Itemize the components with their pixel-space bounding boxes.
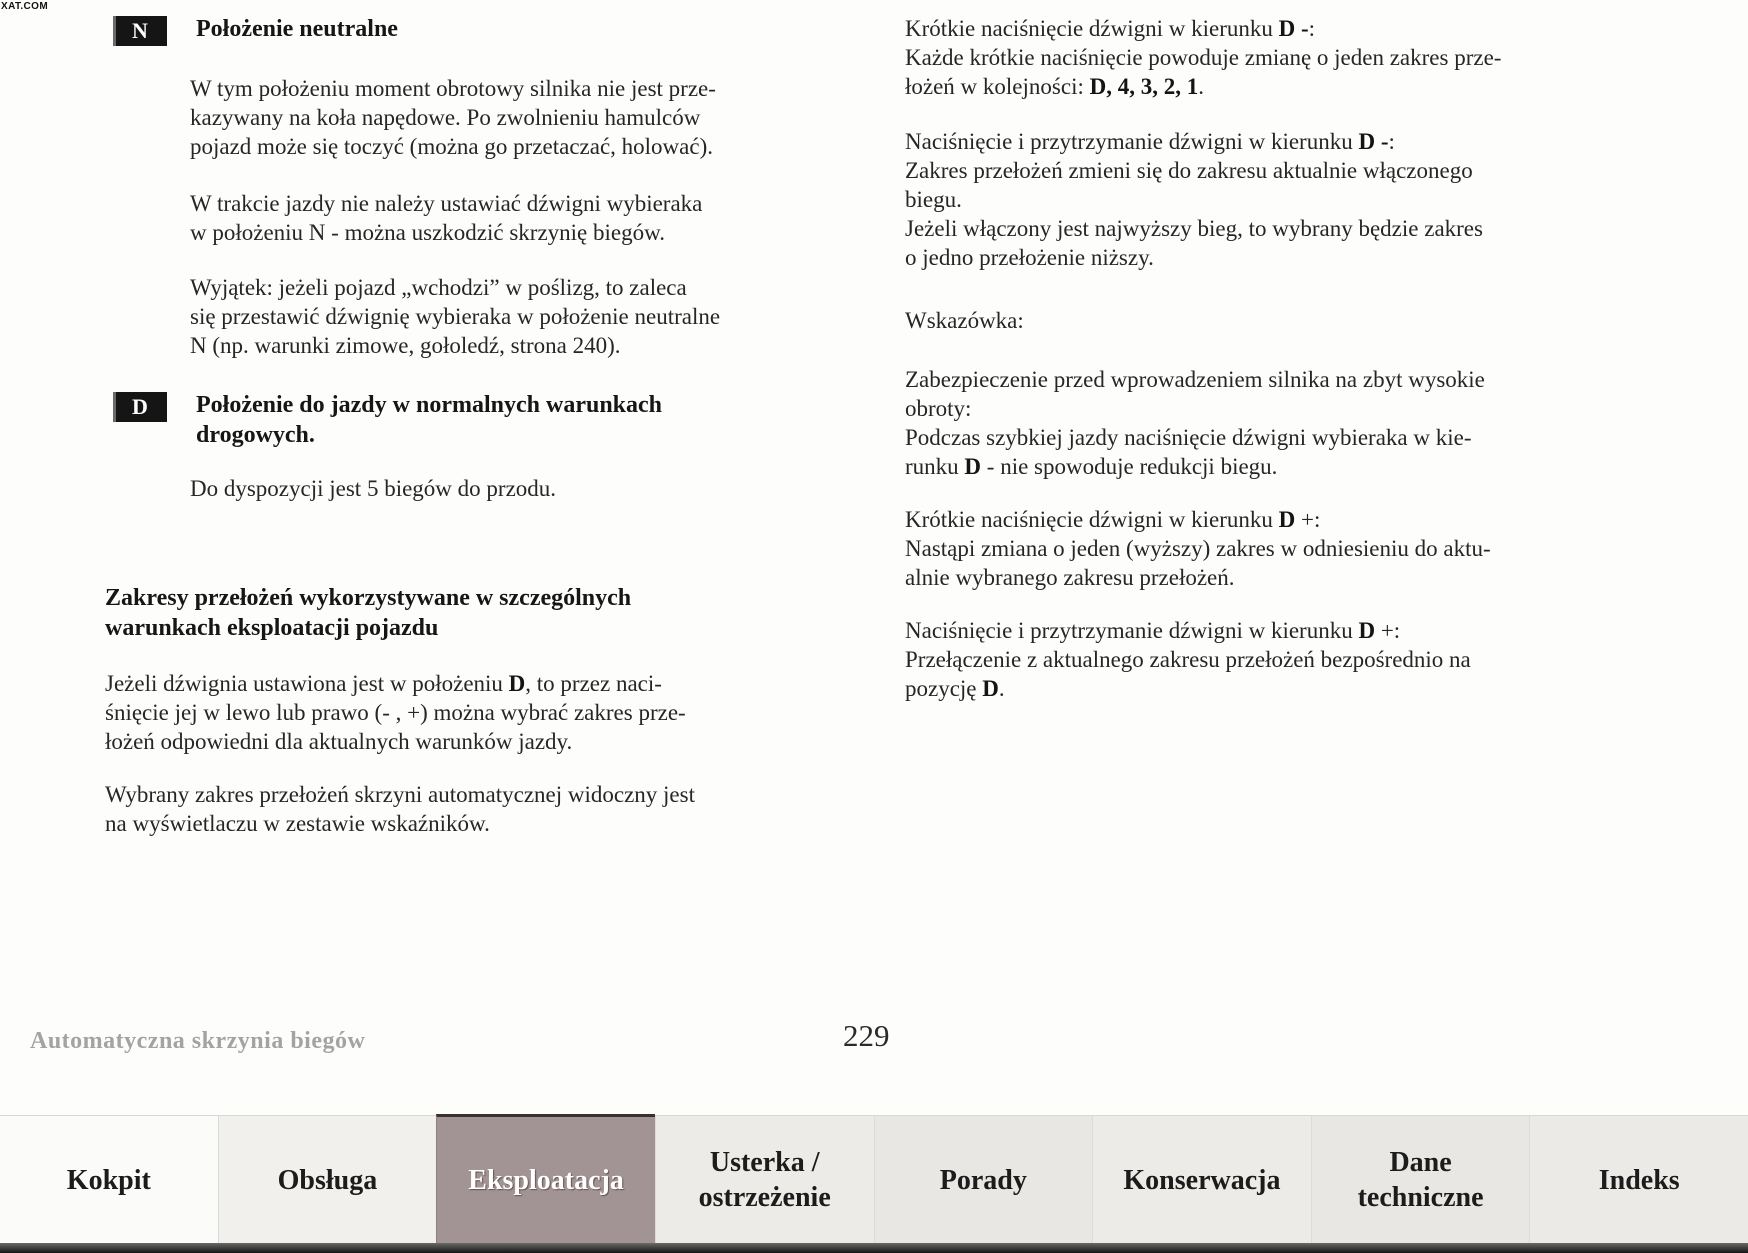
page-number: 229 (843, 1018, 890, 1053)
section-drive-header (105, 390, 837, 450)
section-drive-heading: Położenie do jazdy w normalnych warunkach drogowych. (196, 392, 663, 448)
right-column (905, 14, 1695, 703)
paragraph-neutral-2: W trakcie jazdy nie należy ustawiać dźwigni wybieraka w położeniu N - można uszkodzić skrzynię biegów. (190, 191, 703, 245)
tab-dane-techniczne[interactable] (1311, 1116, 1530, 1244)
tab-label: Kokpit (66, 1164, 151, 1196)
paragraph-hold-minus: Naciśnięcie i przytrzymanie dźwigni w kierunku D -: Zakres przełożeń zmieni się do zakresu aktualnie włączonego biegu. Jeżeli włączony jest najwyższy bieg, to wybrany będzie zakres o jedno przełożenie niższy. (905, 129, 1483, 270)
tab-indeks[interactable] (1529, 1116, 1748, 1244)
watermark-text: XAT.COM (1, 1, 49, 12)
tab-label: Usterka / ostrzeżenie (698, 1147, 831, 1213)
tab-kokpit[interactable] (0, 1116, 218, 1244)
subheading-gear-ranges: Zakresy przełożeń wykorzystywane w szczególnych warunkach eksploatacji pojazdu (105, 585, 632, 641)
tab-eksploatacja[interactable] (436, 1114, 655, 1244)
tab-konserwacja[interactable] (1092, 1116, 1311, 1244)
left-column (105, 14, 837, 838)
paragraph-hold-plus: Naciśnięcie i przytrzymanie dźwigni w kierunku D +: Przełączenie z aktualnego zakresu przełożeń bezpośrednio na pozycję D. (905, 618, 1471, 701)
chapter-label: Automatyczna skrzynia biegów (30, 1028, 366, 1054)
paragraph-overrev-protection: Zabezpieczenie przed wprowadzeniem silnika na zbyt wysokie obroty: Podczas szybkiej jazdy naciśnięcie dźwigni wybieraka w kie- runku D - nie spowoduje redukcji biegu. (905, 367, 1485, 479)
tab-obsluga[interactable] (218, 1116, 437, 1244)
bottom-tab-bar (0, 1115, 1748, 1244)
paragraph-select-range: Jeżeli dźwignia ustawiona jest w położeniu D, to przez naci- śnięcie jej w lewo lub prawo (- , +) można wybrać zakres prze- łożeń odpowiedni dla aktualnych warunków jazdy. (105, 671, 686, 754)
tab-porady[interactable] (874, 1116, 1093, 1244)
paragraph-hint-label: Wskazówka: (905, 308, 1024, 333)
bottom-divider-strip (0, 1243, 1748, 1253)
gear-position-n-badge: N (113, 16, 167, 46)
tab-label: Dane techniczne (1357, 1147, 1484, 1213)
section-neutral-header (105, 14, 837, 46)
paragraph-short-press-minus: Krótkie naciśnięcie dźwigni w kierunku D -: Każde krótkie naciśnięcie powoduje zmianę o jeden zakres prze- łożeń w kolejności: D, 4, 3, 2, 1. (905, 16, 1502, 99)
paragraph-neutral-1: W tym położeniu moment obrotowy silnika nie jest prze- kazywany na koła napędowe. Po zwolnieniu hamulców pojazd może się toczyć (można go przetaczać, holować). (190, 76, 716, 159)
tab-label: Obsługa (277, 1164, 378, 1196)
tab-label: Porady (939, 1164, 1027, 1196)
tab-label: Eksploatacja (468, 1165, 624, 1196)
paragraph-neutral-3: Wyjątek: jeżeli pojazd „wchodzi” w poślizg, to zaleca się przestawić dźwignię wybieraka w położenie neutralne N (np. warunki zimowe, gołoledź, strona 240). (190, 275, 721, 358)
tab-label: Indeks (1598, 1164, 1680, 1196)
paragraph-short-press-plus: Krótkie naciśnięcie dźwigni w kierunku D +: Nastąpi zmiana o jeden (wyższy) zakres w odniesieniu do aktu- alnie wybranego zakresu przełożeń. (905, 507, 1491, 590)
tab-label: Konserwacja (1123, 1164, 1281, 1196)
gear-position-d-badge: D (113, 392, 167, 422)
section-neutral-heading: Położenie neutralne (196, 16, 398, 42)
paragraph-display-range: Wybrany zakres przełożeń skrzyni automatycznej widoczny jest na wyświetlaczu w zestawie wskaźników. (105, 782, 695, 836)
tab-usterka-ostrzezenie[interactable] (655, 1116, 874, 1244)
paragraph-drive-1: Do dyspozycji jest 5 biegów do przodu. (190, 476, 557, 501)
